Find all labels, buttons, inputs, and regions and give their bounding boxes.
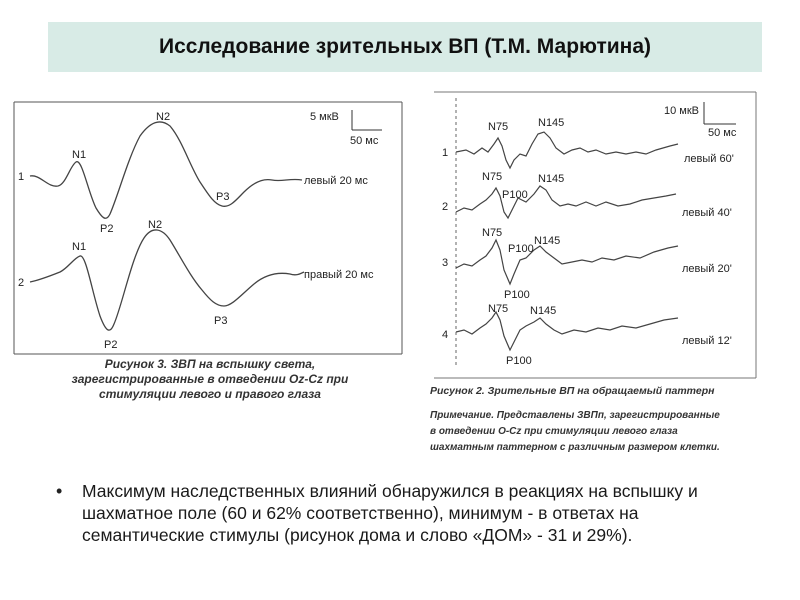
- peak-label-n145-trace-2: N145: [538, 173, 565, 185]
- figure-2-caption: Рисунок 2. Зрительные ВП на обращаемый паттерн: [430, 385, 715, 397]
- peak-label-n75-trace-1: N75: [488, 121, 509, 133]
- scale-time-label: 50 мс: [708, 127, 737, 139]
- figure-2-note-line-1: Примечание. Представлены ЗВПп, зарегистрированные: [430, 410, 720, 421]
- row-label-2: 2: [442, 201, 449, 213]
- figure-2-note-line-3: шахматным паттерном с различным размером клетки.: [430, 442, 720, 453]
- bullet-marker: •: [56, 481, 63, 501]
- row-label-3: 3: [442, 257, 449, 269]
- waveform-trace-1: [456, 132, 678, 168]
- row-label-1: 1: [442, 147, 449, 159]
- figure-2-pattern-vep: [426, 88, 766, 460]
- scale-amp-label: 10 мкВ: [664, 105, 700, 117]
- peak-label-p3-trace-1: P3: [216, 191, 230, 203]
- peak-label-n1-trace-1: N1: [72, 149, 87, 161]
- row-label-4: 4: [442, 329, 449, 341]
- peak-label-n145-trace-4: N145: [530, 305, 557, 317]
- waveform-trace-1: [30, 122, 302, 218]
- row-label-1: 1: [18, 171, 25, 183]
- figure-3-caption-line-2: зарегистрированные в отведении Oz-Cz при: [71, 372, 349, 386]
- trace-label-1: левый 60': [684, 153, 734, 165]
- peak-label-p2-trace-1: P2: [100, 223, 114, 235]
- peak-label-p100-trace-3: P100: [504, 289, 530, 301]
- waveform-trace-2: [456, 186, 676, 218]
- trace-label-1: левый 20 мс: [304, 175, 368, 187]
- peak-label-n145-trace-3: N145: [534, 235, 561, 247]
- peak-label-n75-trace-3: N75: [482, 227, 503, 239]
- peak-label-n2-trace-1: N2: [156, 111, 171, 123]
- trace-label-2: правый 20 мс: [304, 269, 374, 281]
- peak-label-p100-trace-2: P100: [502, 189, 528, 201]
- bullet-text: Максимум наследственных влияний обнаружился в реакциях на вспышку и шахматное поле (60 и 62% соответственно), минимум - в ответах на семантические стимулы (рисунок дома и слово «ДОМ» - 31 и 29%).: [82, 481, 698, 545]
- trace-label-3: левый 20': [682, 263, 732, 275]
- figure-3-flash-vep: [10, 96, 410, 406]
- peak-label-p100-trace-3-upper: P100: [508, 243, 534, 255]
- figure-2-note-line-2: в отведении O-Cz при стимуляции левого глаза: [430, 426, 678, 437]
- peak-label-n2-trace-2: N2: [148, 219, 163, 231]
- peak-label-p2-trace-2: P2: [104, 339, 118, 351]
- peak-label-n1-trace-2: N1: [72, 241, 87, 253]
- waveform-trace-3: [456, 240, 678, 284]
- peak-label-p3-trace-2: P3: [214, 315, 228, 327]
- peak-label-n75-trace-2: N75: [482, 171, 503, 183]
- figure-3-caption-line-3: стимуляции левого и правого глаза: [99, 387, 321, 401]
- peak-label-n75-trace-4: N75: [488, 303, 509, 315]
- title-bar: [48, 22, 762, 72]
- peak-label-p100-trace-4: P100: [506, 355, 532, 367]
- peak-label-n145-trace-1: N145: [538, 117, 565, 129]
- scale-amp-label: 5 мкВ: [310, 111, 339, 123]
- trace-label-4: левый 12': [682, 335, 732, 347]
- scale-time-label: 50 мс: [350, 135, 379, 147]
- figure-3-caption-line-1: Рисунок 3. ЗВП на вспышку света,: [104, 357, 316, 371]
- row-label-2: 2: [18, 277, 25, 289]
- slide-title: Исследование зрительных ВП (Т.М. Марютина): [158, 35, 652, 58]
- trace-label-2: левый 40': [682, 207, 732, 219]
- waveform-trace-4: [456, 312, 678, 350]
